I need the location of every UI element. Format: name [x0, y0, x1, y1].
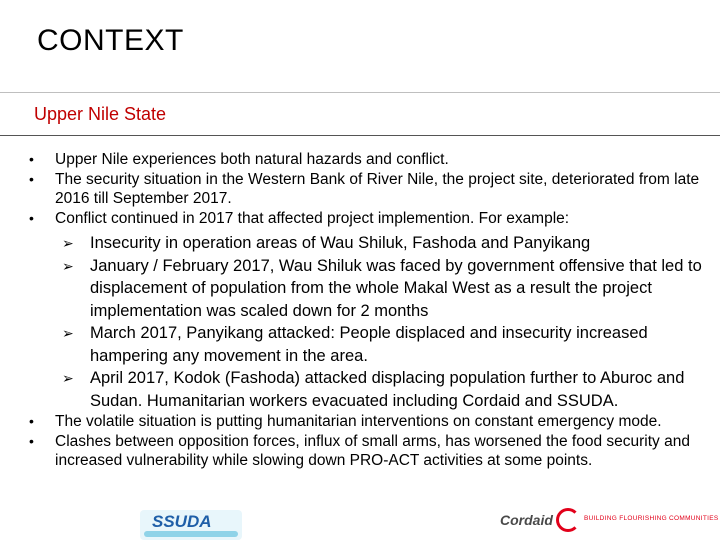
slide-subtitle: Upper Nile State [34, 104, 167, 124]
list-item [0, 209, 720, 229]
sub-bullet-text: April 2017, Kodok (Fashoda) attacked displacing population further to Aburoc and Sudan. Humanitarian workers evacuated including Cordaid and SSUDA. [90, 369, 685, 410]
bullet-text: The security situation in the Western Bank of River Nile, the project site, deteriorated from late 2016 till September 2017. [55, 170, 700, 207]
sub-list-item [0, 255, 720, 323]
bullet-text: Clashes between opposition forces, influx of small arms, has worsened the food security and increased vulnerability while slowing down PRO-ACT activities at some points. [55, 432, 690, 469]
list-item [0, 432, 720, 471]
bullet-list [0, 150, 720, 471]
bullet-dot-icon: • [29, 209, 34, 226]
arrow-bullet-icon: ➢ [62, 325, 74, 341]
cordaid-tagline: BUILDING FLOURISHING COMMUNITIES [584, 515, 719, 522]
list-item [0, 170, 720, 209]
slide-title: CONTEXT [37, 24, 184, 57]
bullet-text: The volatile situation is putting humanitarian interventions on constant emergency mode. [55, 413, 662, 430]
list-item [0, 412, 720, 432]
cordaid-mark-icon [556, 508, 580, 532]
ssuda-logo-text: SSUDA [152, 512, 212, 531]
arrow-bullet-icon: ➢ [62, 235, 74, 251]
bullet-dot-icon: • [29, 151, 34, 167]
bullet-dot-icon: • [29, 170, 34, 187]
ssuda-logo [140, 510, 242, 540]
cordaid-logo [500, 508, 720, 540]
subtitle-divider [0, 135, 720, 136]
list-item [0, 150, 720, 170]
sub-bullet-text: March 2017, Panyikang attacked: People displaced and insecurity increased hampering any movement in the area. [90, 324, 648, 365]
sub-list-item [0, 322, 720, 367]
bullet-dot-icon: • [29, 432, 34, 449]
bullet-text: Upper Nile experiences both natural hazards and conflict. [55, 151, 449, 168]
sub-list-item [0, 232, 720, 255]
sub-bullet-text: January / February 2017, Wau Shiluk was faced by government offensive that led to displacement of population from the whole Makal West as a result the project implementation was scaled down for 2 months [90, 256, 702, 320]
sub-bullet-text: Insecurity in operation areas of Wau Shiluk, Fashoda and Panyikang [90, 234, 591, 252]
cordaid-logo-text: Cordaid [500, 512, 553, 528]
wave-icon [144, 531, 238, 537]
title-divider [0, 92, 720, 93]
arrow-bullet-icon: ➢ [62, 257, 74, 274]
sub-list-item [0, 367, 720, 412]
arrow-bullet-icon: ➢ [62, 370, 74, 386]
bullet-dot-icon: • [29, 413, 34, 429]
bullet-text: Conflict continued in 2017 that affected project implemention. For example: [55, 209, 570, 227]
